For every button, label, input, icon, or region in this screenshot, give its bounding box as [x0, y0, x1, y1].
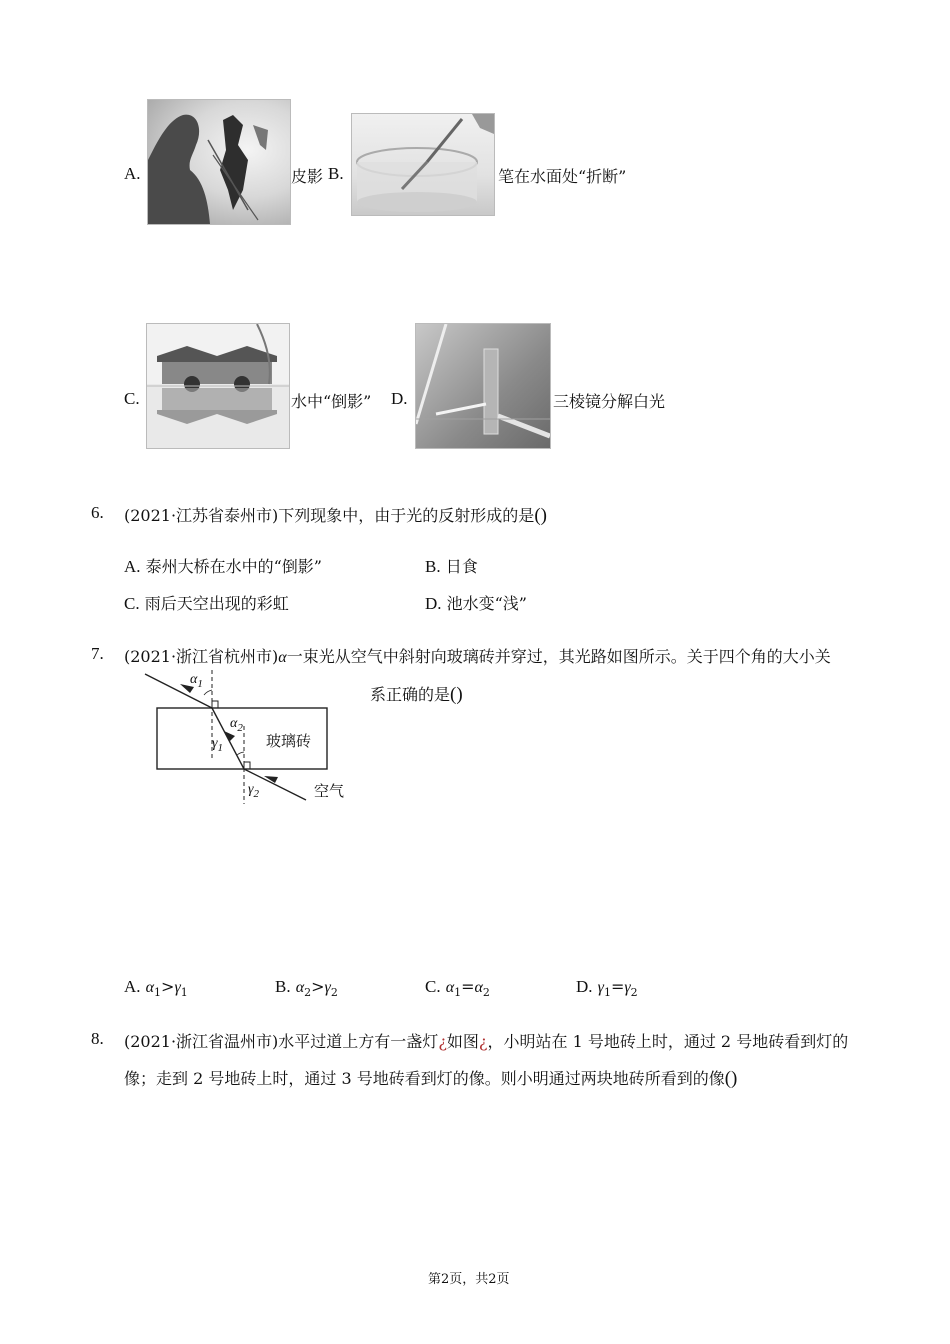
glass-brick-label: 玻璃砖: [266, 732, 312, 750]
q6-source: (2021·江苏省泰州市): [124, 506, 279, 525]
q6-stem-text: 下列现象中，由于光的反射形成的是: [278, 506, 535, 525]
q7-number: 7.: [91, 644, 104, 663]
q7-answer-paren: (): [450, 684, 463, 705]
page-footer: 第2页，共2页: [428, 1272, 510, 1287]
q5-option-c-label: C.: [124, 389, 140, 408]
q7-source: (2021·浙江省杭州市): [124, 647, 279, 666]
q6-option-a: A. 泰州大桥在水中的“倒影”: [124, 557, 322, 576]
q8-answer-paren: (): [724, 1068, 738, 1089]
q7-option-d: D. $\gamma_1=\gamma_2$: [576, 977, 638, 1000]
alpha2-label: $\alpha_2$: [230, 716, 243, 734]
prism-photo: [415, 323, 551, 449]
q6-stem: [124, 503, 547, 527]
q8-stem-line1: (2021·浙江省温州市)水平过道上方有一盏灯¿如图¿，小明站在 1 号地砖上时，通过 2 号地砖看到灯的: [124, 1032, 849, 1051]
q7-symbol: α: [278, 649, 287, 666]
refraction-diagram: [140, 668, 360, 808]
q7-option-a: A. $\alpha_1>\gamma_1$: [124, 977, 188, 1000]
q8-source: (2021·浙江省温州市): [124, 1032, 279, 1051]
q5-option-d-text: 三棱镜分解白光: [553, 392, 666, 411]
q5-option-d-label: D.: [391, 389, 408, 408]
q8-number: 8.: [91, 1029, 104, 1048]
q8-stem-line2: 像；走到 2 号地砖上时，通过 3 号地砖看到灯的像。则小明通过两块地砖所看到的像(): [124, 1068, 738, 1089]
q6-option-d: D. 池水变“浅”: [425, 594, 527, 613]
q5-option-b-label: B.: [328, 164, 344, 183]
q6-option-c: C. 雨后天空出现的彩虹: [124, 594, 289, 613]
q6-answer-paren: (): [534, 505, 547, 526]
q7-stem-line1: (2021·浙江省杭州市)α一束光从空气中斜射向玻璃砖并穿过，其光路如图所示。关于四个角的大小关: [124, 647, 831, 666]
reflection-pavilion-photo: [146, 323, 290, 449]
shadow-puppet-photo: [147, 99, 291, 225]
q7-option-b: B. $\alpha_2>\gamma_2$: [275, 977, 338, 1000]
q5-option-b-text: 笔在水面处“折断”: [498, 167, 627, 186]
q5-option-a-label: A.: [124, 164, 141, 183]
alpha1-label: $\alpha_1$: [190, 672, 203, 690]
q5-option-c-text: 水中“倒影”: [291, 392, 372, 411]
q6-number: 6.: [91, 503, 104, 522]
q7-stem-line2: 系正确的是(): [370, 684, 463, 705]
q6-option-b: B. 日食: [425, 557, 478, 576]
gamma1-label: $\gamma_1$: [212, 736, 224, 754]
pencil-in-water-photo: [351, 113, 495, 216]
q7-option-c: C. $\alpha_1=\alpha_2$: [425, 977, 490, 1000]
air-label: 空气: [314, 782, 345, 800]
gamma2-label: $\gamma_2$: [248, 782, 260, 800]
q5-option-a-text: 皮影: [291, 167, 324, 186]
